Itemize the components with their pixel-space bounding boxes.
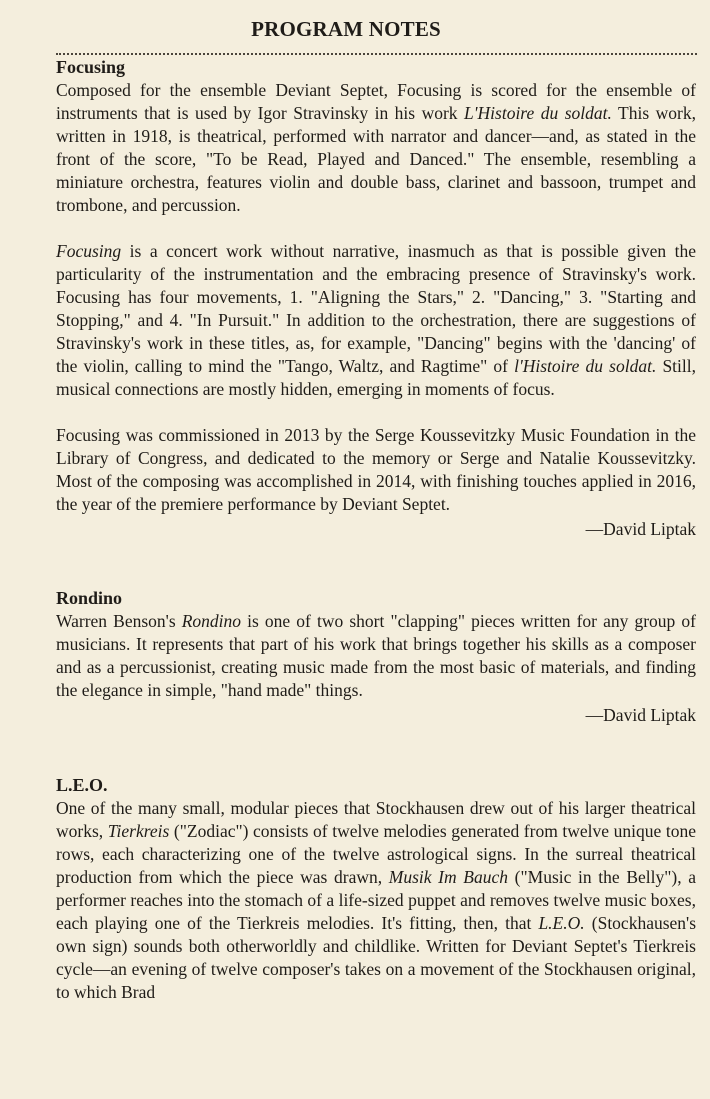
section-title: L.E.O. [56,775,108,795]
notes-content [56,56,696,1004]
italic-text: L'Histoire du soldat. [464,103,612,123]
dotted-divider [56,53,697,55]
text-run: is a concert work without narrative, inasmuch as that is possible given the particularity of the instrumentation and the embracing presence of Stravinsky's work. Focusing has four movements, 1. "Aligning the Stars," 2. "Dancing," 3. "Starting and Stopping," and 4. "In Pursuit." In addition to the orchestration, there are suggestions of Stravinsky's work in these titles, as, for example, "Dancing" begins with the 'dancing' of the violin, calling to mind the "Tango, Waltz, and Ragtime" of [56,241,696,376]
author-signature: —David Liptak [585,519,696,539]
paragraph [56,240,696,401]
italic-text: L.E.O. [538,913,585,933]
page-title: PROGRAM NOTES [251,17,441,41]
italic-text: l'Histoire du soldat. [514,356,657,376]
text-run: This work, written in 1918, is theatrical, performed with narrator and dancer—and, as stated in the front of the score, "To be Read, Played and Danced." The ensemble, resembling a miniature orchestra, features violin and double bass, clarinet and bassoon, trumpet and trombone, and percussion. [56,103,696,215]
section-title: Focusing [56,57,126,77]
section-leo [56,774,696,1004]
italic-text: Rondino [181,611,242,631]
text-run: ("Zodiac") consists of twelve melodies generated from twelve unique tone rows, each characterizing one of the twelve astrological signs. In the surreal theatrical production from which the piece was drawn, [56,821,696,887]
text-run: is one of two short "clapping" pieces written for any group of musicians. It represents that part of his work that brings together his skills as a composer and as a percussionist, creating music made from the most basic of materials, and finding the elegance in simple, "hand made" things. [56,611,696,700]
text-run: Still, musical connections are mostly hidden, emerging in moments of focus. [56,356,696,399]
paragraph [56,424,696,516]
text-run: Warren Benson's [56,611,182,631]
italic-text: Focusing [56,241,122,261]
italic-text: Tierkreis [107,821,170,841]
author-signature: —David Liptak [585,705,696,725]
paragraph [56,79,696,217]
text-run: ("Music in the Belly"), a performer reaches into the stomach of a life-sized puppet and removes twelve music boxes, each playing one of the Tierkreis melodies. It's fitting, then, that [56,867,696,933]
text-run: (Stockhausen's own sign) sounds both otherworldly and childlike. Written for Deviant Septet's Tierkreis cycle—an evening of twelve composer's takes on a movement of the Stockhausen original, to which Brad [56,913,697,1002]
section-focusing [56,56,696,541]
text-run: One of the many small, modular pieces that Stockhausen drew out of his larger theatrical works, [56,798,696,841]
section-title: Rondino [56,588,123,608]
text-run: Composed for the ensemble Deviant Septet, Focusing is scored for the ensemble of instruments that is used by Igor Stravinsky in his work [56,80,696,123]
section-rondino [56,587,696,727]
italic-text: Musik Im Bauch [388,867,509,887]
paragraph [56,797,696,1004]
paragraph [56,610,696,702]
text-run: Focusing was commissioned in 2013 by the Serge Koussevitzky Music Foundation in the Library of Congress, and dedicated to the memory or Serge and Natalie Koussevitzky. Most of the composing was accomplished in 2014, with finishing touches applied in 2016, the year of the premiere performance by Deviant Septet. [56,425,696,514]
